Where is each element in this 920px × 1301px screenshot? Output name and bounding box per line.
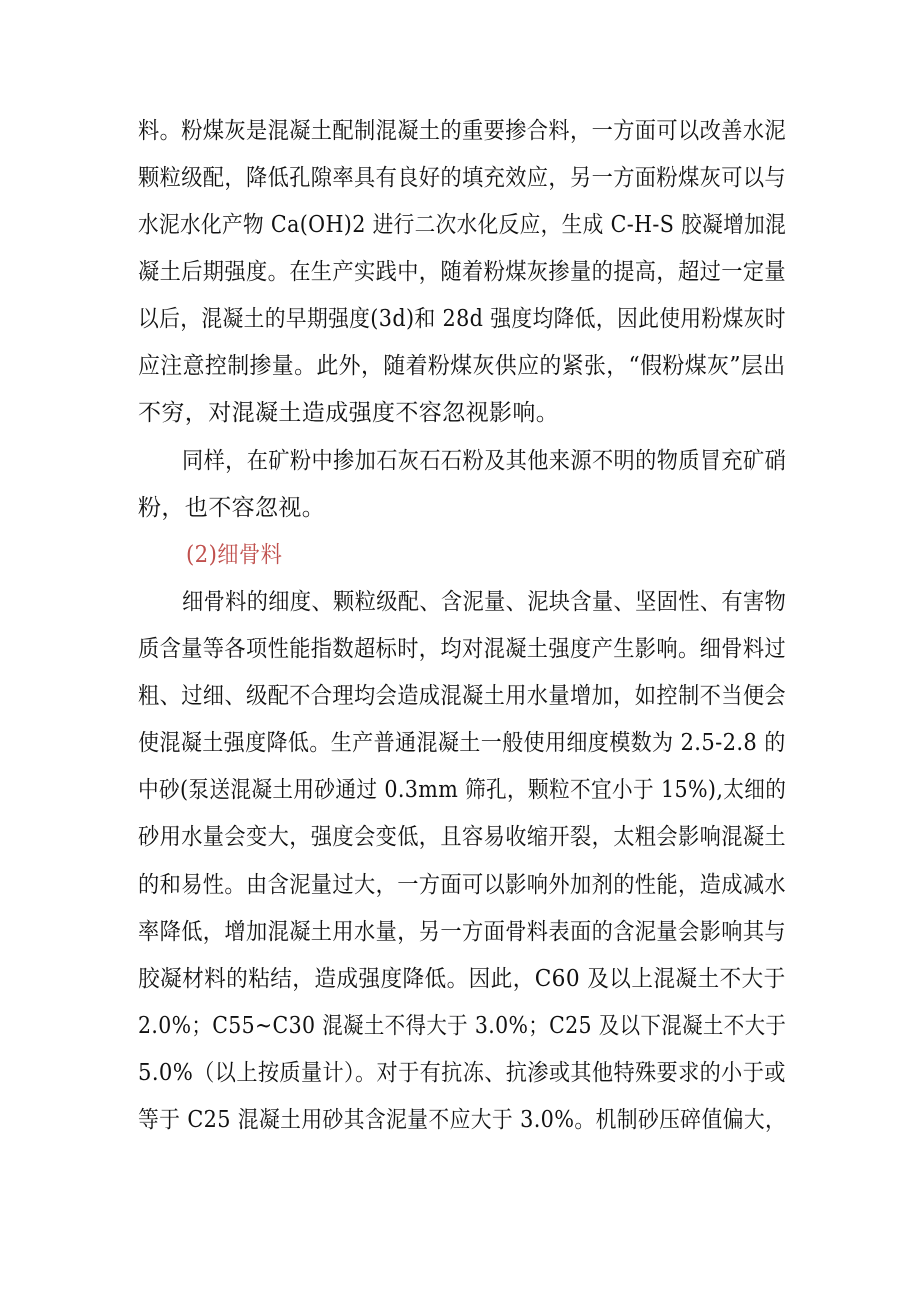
text-line: 颗粒级配，降低孔隙率具有良好的填充效应，另一方面粉煤灰可以与 xyxy=(138,165,787,191)
text-line: 同样，在矿粉中掺加石灰石石粉及其他来源不明的物质冒充矿硝 xyxy=(182,448,787,474)
text-line: 2.0%；C55~C30 混凝土不得大于 3.0%；C25 及以下混凝土不大于 xyxy=(138,1013,787,1039)
text-line: 质含量等各项性能指数超标时，均对混凝土强度产生影响。细骨料过 xyxy=(138,636,787,662)
text-line: 的和易性。由含泥量过大，一方面可以影响外加剂的性能，造成减水 xyxy=(138,872,787,898)
text-line: 以后，混凝土的早期强度(3d)和 28d 强度均降低，因此使用粉煤灰时 xyxy=(138,306,786,332)
section-heading: (2)细骨料 xyxy=(186,542,283,568)
text-line: 胶凝材料的粘结，造成强度降低。因此，C60 及以上混凝土不大于 xyxy=(138,966,786,992)
text-line: 料。粉煤灰是混凝土配制混凝土的重要掺合料，一方面可以改善水泥 xyxy=(138,118,787,144)
text-line: 应注意控制掺量。此外，随着粉煤灰供应的紧张，“假粉煤灰”层出 xyxy=(138,353,786,379)
text-line: 使混凝土强度降低。生产普通混凝土一般使用细度模数为 2.5-2.8 的 xyxy=(138,730,786,756)
text-line: 粉，也不容忽视。 xyxy=(138,495,326,521)
text-line: 凝土后期强度。在生产实践中，随着粉煤灰掺量的提高，超过一定量 xyxy=(138,259,787,285)
text-line: 砂用水量会变大，强度会变低，且容易收缩开裂，太粗会影响混凝土 xyxy=(138,824,787,850)
text-line: 率降低，增加混凝土用水量，另一方面骨料表面的含泥量会影响其与 xyxy=(138,919,787,945)
text-line: 等于 C25 混凝土用砂其含泥量不应大于 3.0%。机制砂压碎值偏大， xyxy=(138,1107,787,1133)
text-line: 不穷，对混凝土造成强度不容忽视影响。 xyxy=(138,400,560,426)
text-line: 粗、过细、级配不合理均会造成混凝土用水量增加，如控制不当便会 xyxy=(138,683,787,709)
text-line: 中砂(泵送混凝土用砂通过 0.3mm 筛孔，颗粒不宜小于 15%),太细的 xyxy=(138,777,787,803)
text-line: 细骨料的细度、颗粒级配、含泥量、泥块含量、坚固性、有害物 xyxy=(182,589,787,615)
text-line: 5.0%（以上按质量计）。对于有抗冻、抗渗或其他特殊要求的小于或 xyxy=(138,1060,786,1086)
text-line: 水泥水化产物 Ca(OH)2 进行二次水化反应，生成 C-H-S 胶凝增加混 xyxy=(138,212,787,238)
